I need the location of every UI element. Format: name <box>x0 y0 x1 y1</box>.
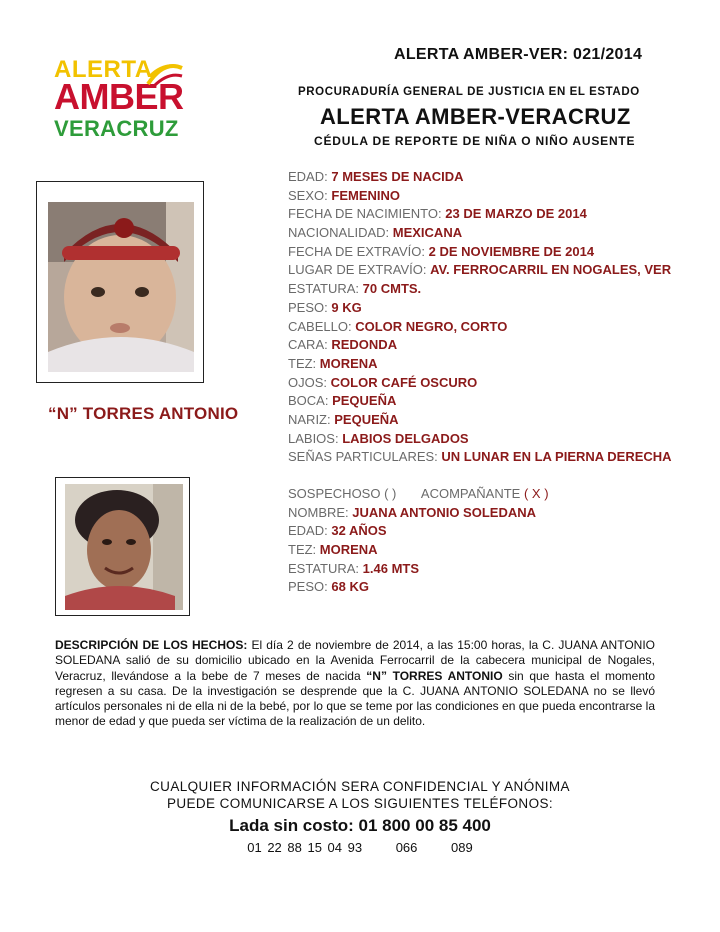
child-detail-row <box>288 318 708 337</box>
companion-field-label: EDAD: <box>288 523 328 539</box>
companion-detail-row <box>288 578 708 597</box>
companion-field-label: TEZ: <box>288 542 317 558</box>
child-field-label: PESO: <box>288 299 328 315</box>
child-field-value: AV. FERROCARRIL EN NOGALES, VER <box>430 262 672 278</box>
child-field-label: NACIONALIDAD: <box>288 225 390 241</box>
companion-detail-row <box>288 522 708 541</box>
child-field-value: UN LUNAR EN LA PIERNA DERECHA <box>441 449 672 465</box>
child-field-value: LABIOS DELGADOS <box>342 430 469 446</box>
child-name: “N” TORRES ANTONIO <box>48 404 239 423</box>
alert-code: ALERTA AMBER-VER: 021/2014 <box>394 46 643 63</box>
child-field-value: 23 DE MARZO DE 2014 <box>445 206 587 222</box>
child-field-label: SEXO: <box>288 187 328 203</box>
child-detail-row <box>288 261 708 280</box>
child-field-value: FEMENINO <box>331 187 400 203</box>
companion-detail-row <box>288 560 708 579</box>
companion-field-value: 32 AÑOS <box>331 523 387 539</box>
phone-numbers <box>0 840 720 855</box>
child-field-value: MEXICANA <box>392 225 463 241</box>
companion-field-value: 68 KG <box>331 579 369 595</box>
companion-details <box>288 485 708 597</box>
child-field-value: 9 KG <box>331 299 362 315</box>
child-detail-row <box>288 392 708 411</box>
child-field-value: REDONDA <box>331 337 398 353</box>
acompanante-label: ACOMPAÑANTE <box>420 486 521 501</box>
description-text-2: sin que hasta el momento regresen a su casa. De la investigación se desprende que la C. JUANA ANTONIO SOLEDANA no se llevó artículos personales ni de ella ni de la bebé, por lo que se teme por las condiciones en que pueda encontrarse la menor de edad y que pueda ser víctima de la realización de un delito. <box>55 668 656 729</box>
description-child-name: “N” TORRES ANTONIO <box>366 668 503 683</box>
child-detail-row <box>288 336 708 355</box>
companion-photo <box>65 484 183 610</box>
page-subtitle: CÉDULA DE REPORTE DE NIÑA O NIÑO AUSENTE <box>314 134 636 148</box>
description-text-1: El día 2 de noviembre de 2014, a las 15:00 horas, la C. JUANA ANTONIO SOLEDANA salió de su domicilio ubicado en la Avenida Ferrocarril de la cabecera municipal de Nogales, Veracruz, llevándose a la bebe de 7 meses de nacida <box>55 638 655 683</box>
logo-line-veracruz: VERACRUZ <box>54 116 179 141</box>
child-field-label: LUGAR DE EXTRAVÍO: <box>288 262 427 278</box>
child-field-label: EDAD: <box>288 169 328 184</box>
child-detail-row <box>288 355 708 374</box>
child-details <box>288 168 708 467</box>
child-field-label: SEÑAS PARTICULARES: <box>288 449 438 465</box>
companion-field-label: ESTATURA: <box>288 560 360 576</box>
child-field-value: PEQUEÑA <box>334 411 399 427</box>
child-detail-row <box>288 299 708 318</box>
child-detail-row <box>288 448 708 467</box>
footer-line-1: CUALQUIER INFORMACIÓN SERA CONFIDENCIAL Y ANÓNIMA <box>150 779 570 794</box>
child-field-label: NARIZ: <box>288 411 331 427</box>
child-field-value: 70 CMTS. <box>362 281 422 297</box>
child-field-value: PEQUEÑA <box>332 393 397 409</box>
child-field-label: TEZ: <box>288 355 317 371</box>
sospechoso-mark: ( ) <box>384 486 397 501</box>
companion-field-label: PESO: <box>288 579 328 595</box>
confidentiality-notice <box>0 778 720 812</box>
child-photo <box>48 202 194 372</box>
logo-line-amber: AMBER <box>54 76 184 117</box>
child-detail-row <box>288 187 708 206</box>
child-field-value: 7 MESES DE NACIDA <box>331 169 464 184</box>
child-field-label: CARA: <box>288 337 328 353</box>
logo-sun-icon <box>144 58 184 88</box>
companion-detail-row <box>288 504 708 523</box>
child-field-label: BOCA: <box>288 393 329 409</box>
child-field-value: COLOR CAFÉ OSCURO <box>330 374 478 390</box>
page-title: ALERTA AMBER-VERACRUZ <box>320 104 631 129</box>
sospechoso-label: SOSPECHOSO <box>288 486 381 501</box>
child-detail-row <box>288 224 708 243</box>
child-detail-row <box>288 243 708 262</box>
child-field-label: CABELLO: <box>288 318 352 334</box>
companion-field-value: 1.46 MTS <box>362 560 420 576</box>
child-detail-row <box>288 430 708 449</box>
child-detail-row <box>288 374 708 393</box>
child-field-value: COLOR NEGRO, CORTO <box>355 318 508 334</box>
child-field-value: MORENA <box>319 355 378 371</box>
companion-field-value: JUANA ANTONIO SOLEDANA <box>352 504 536 520</box>
description-heading: DESCRIPCIÓN DE LOS HECHOS: <box>55 638 248 652</box>
child-field-label: OJOS: <box>288 374 328 390</box>
phone-number: 01 22 88 15 04 93 <box>247 840 363 855</box>
issuing-office: PROCURADURÍA GENERAL DE JUSTICIA EN EL ESTADO <box>298 86 640 98</box>
child-field-value: 2 DE NOVIEMBRE DE 2014 <box>428 243 595 259</box>
child-detail-row <box>288 168 708 187</box>
child-field-label: LABIOS: <box>288 430 339 446</box>
child-field-label: ESTATURA: <box>288 281 360 297</box>
acompanante-mark: ( X ) <box>523 486 549 501</box>
child-detail-row <box>288 411 708 430</box>
companion-role-row <box>288 485 708 504</box>
footer-line-2: PUEDE COMUNICARSE A LOS SIGUIENTES TELÉFONOS: <box>166 796 554 811</box>
logo-line-alerta: ALERTA <box>54 56 153 83</box>
toll-free-hotline: Lada sin costo: 01 800 00 85 400 <box>229 816 491 835</box>
child-detail-row <box>288 280 708 299</box>
alerta-amber-logo <box>50 56 190 146</box>
companion-field-value: MORENA <box>319 542 378 558</box>
phone-number: 066 <box>395 840 418 855</box>
companion-field-label: NOMBRE: <box>288 504 349 520</box>
companion-detail-row <box>288 541 708 560</box>
child-field-label: FECHA DE NACIMIENTO: <box>288 206 442 222</box>
incident-description <box>55 638 655 730</box>
phone-number: 089 <box>451 840 473 855</box>
child-field-label: FECHA DE EXTRAVÍO: <box>288 243 426 259</box>
child-detail-row <box>288 205 708 224</box>
